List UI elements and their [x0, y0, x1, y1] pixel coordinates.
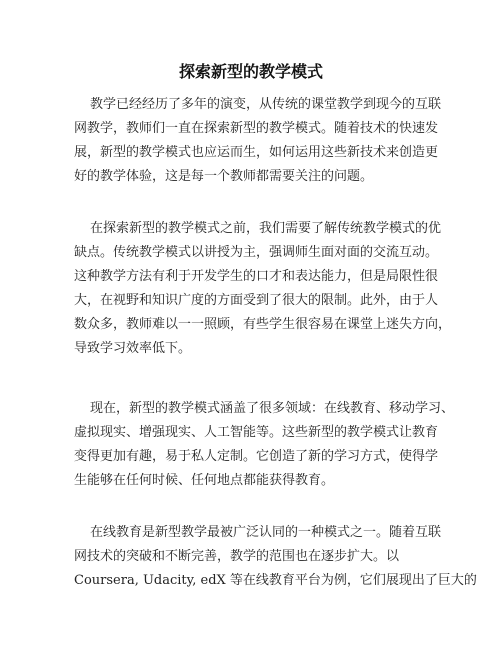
paragraph-4-line-3: Coursera, Udacity, edX 等在线教育平台为例，它们展现出了巨大的 — [74, 573, 477, 588]
paragraph-1-line-1: 教学已经经历了多年的演变，从传统的课堂教学到现今的互联 — [90, 97, 442, 112]
paragraph-3-line-1: 现在，新型的教学模式涵盖了很多领域：在线教育、移动学习、 — [90, 401, 455, 416]
paragraph-4-line-2: 网技术的突破和不断完善，教学的范围也在逐步扩大。以 — [74, 549, 400, 564]
paragraph-2-line-5: 数众多，教师难以一一照顾，有些学生很容易在课堂上迷失方向， — [74, 317, 452, 332]
paragraph-2-line-1: 在探索新型的教学模式之前，我们需要了解传统教学模式的优 — [90, 221, 442, 236]
paragraph-1-line-4: 好的教学体验，这是每一个教师都需要关注的问题。 — [74, 169, 374, 184]
paragraph-4-line-1: 在线教育是新型教学最被广泛认同的一种模式之一。随着互联 — [90, 525, 442, 540]
paragraph-1-line-2: 网教学，教师们一直在探索新型的教学模式。随着技术的快速发 — [74, 121, 439, 136]
paragraph-2-line-4: 大，在视野和知识广度的方面受到了很大的限制。此外，由于人 — [74, 293, 439, 308]
paragraph-3-line-3: 变得更加有趣，易于私人定制。它创造了新的学习方式，使得学 — [74, 449, 439, 464]
paragraph-2-line-2: 缺点。传统教学模式以讲授为主，强调师生面对面的交流互动。 — [74, 245, 439, 260]
paragraph-1-line-3: 展，新型的教学模式也应运而生，如何运用这些新技术来创造更 — [74, 145, 439, 160]
paragraph-3-line-2: 虚拟现实、增强现实、人工智能等。这些新型的教学模式让教育 — [74, 425, 439, 440]
paragraph-2-line-3: 这种教学方法有利于开发学生的口才和表达能力，但是局限性很 — [74, 269, 439, 284]
paragraph-2-line-6: 导致学习效率低下。 — [74, 341, 192, 356]
document-title: 探索新型的教学模式 — [178, 62, 323, 81]
paragraph-3-line-4: 生能够在任何时候、任何地点都能获得教育。 — [74, 473, 335, 488]
